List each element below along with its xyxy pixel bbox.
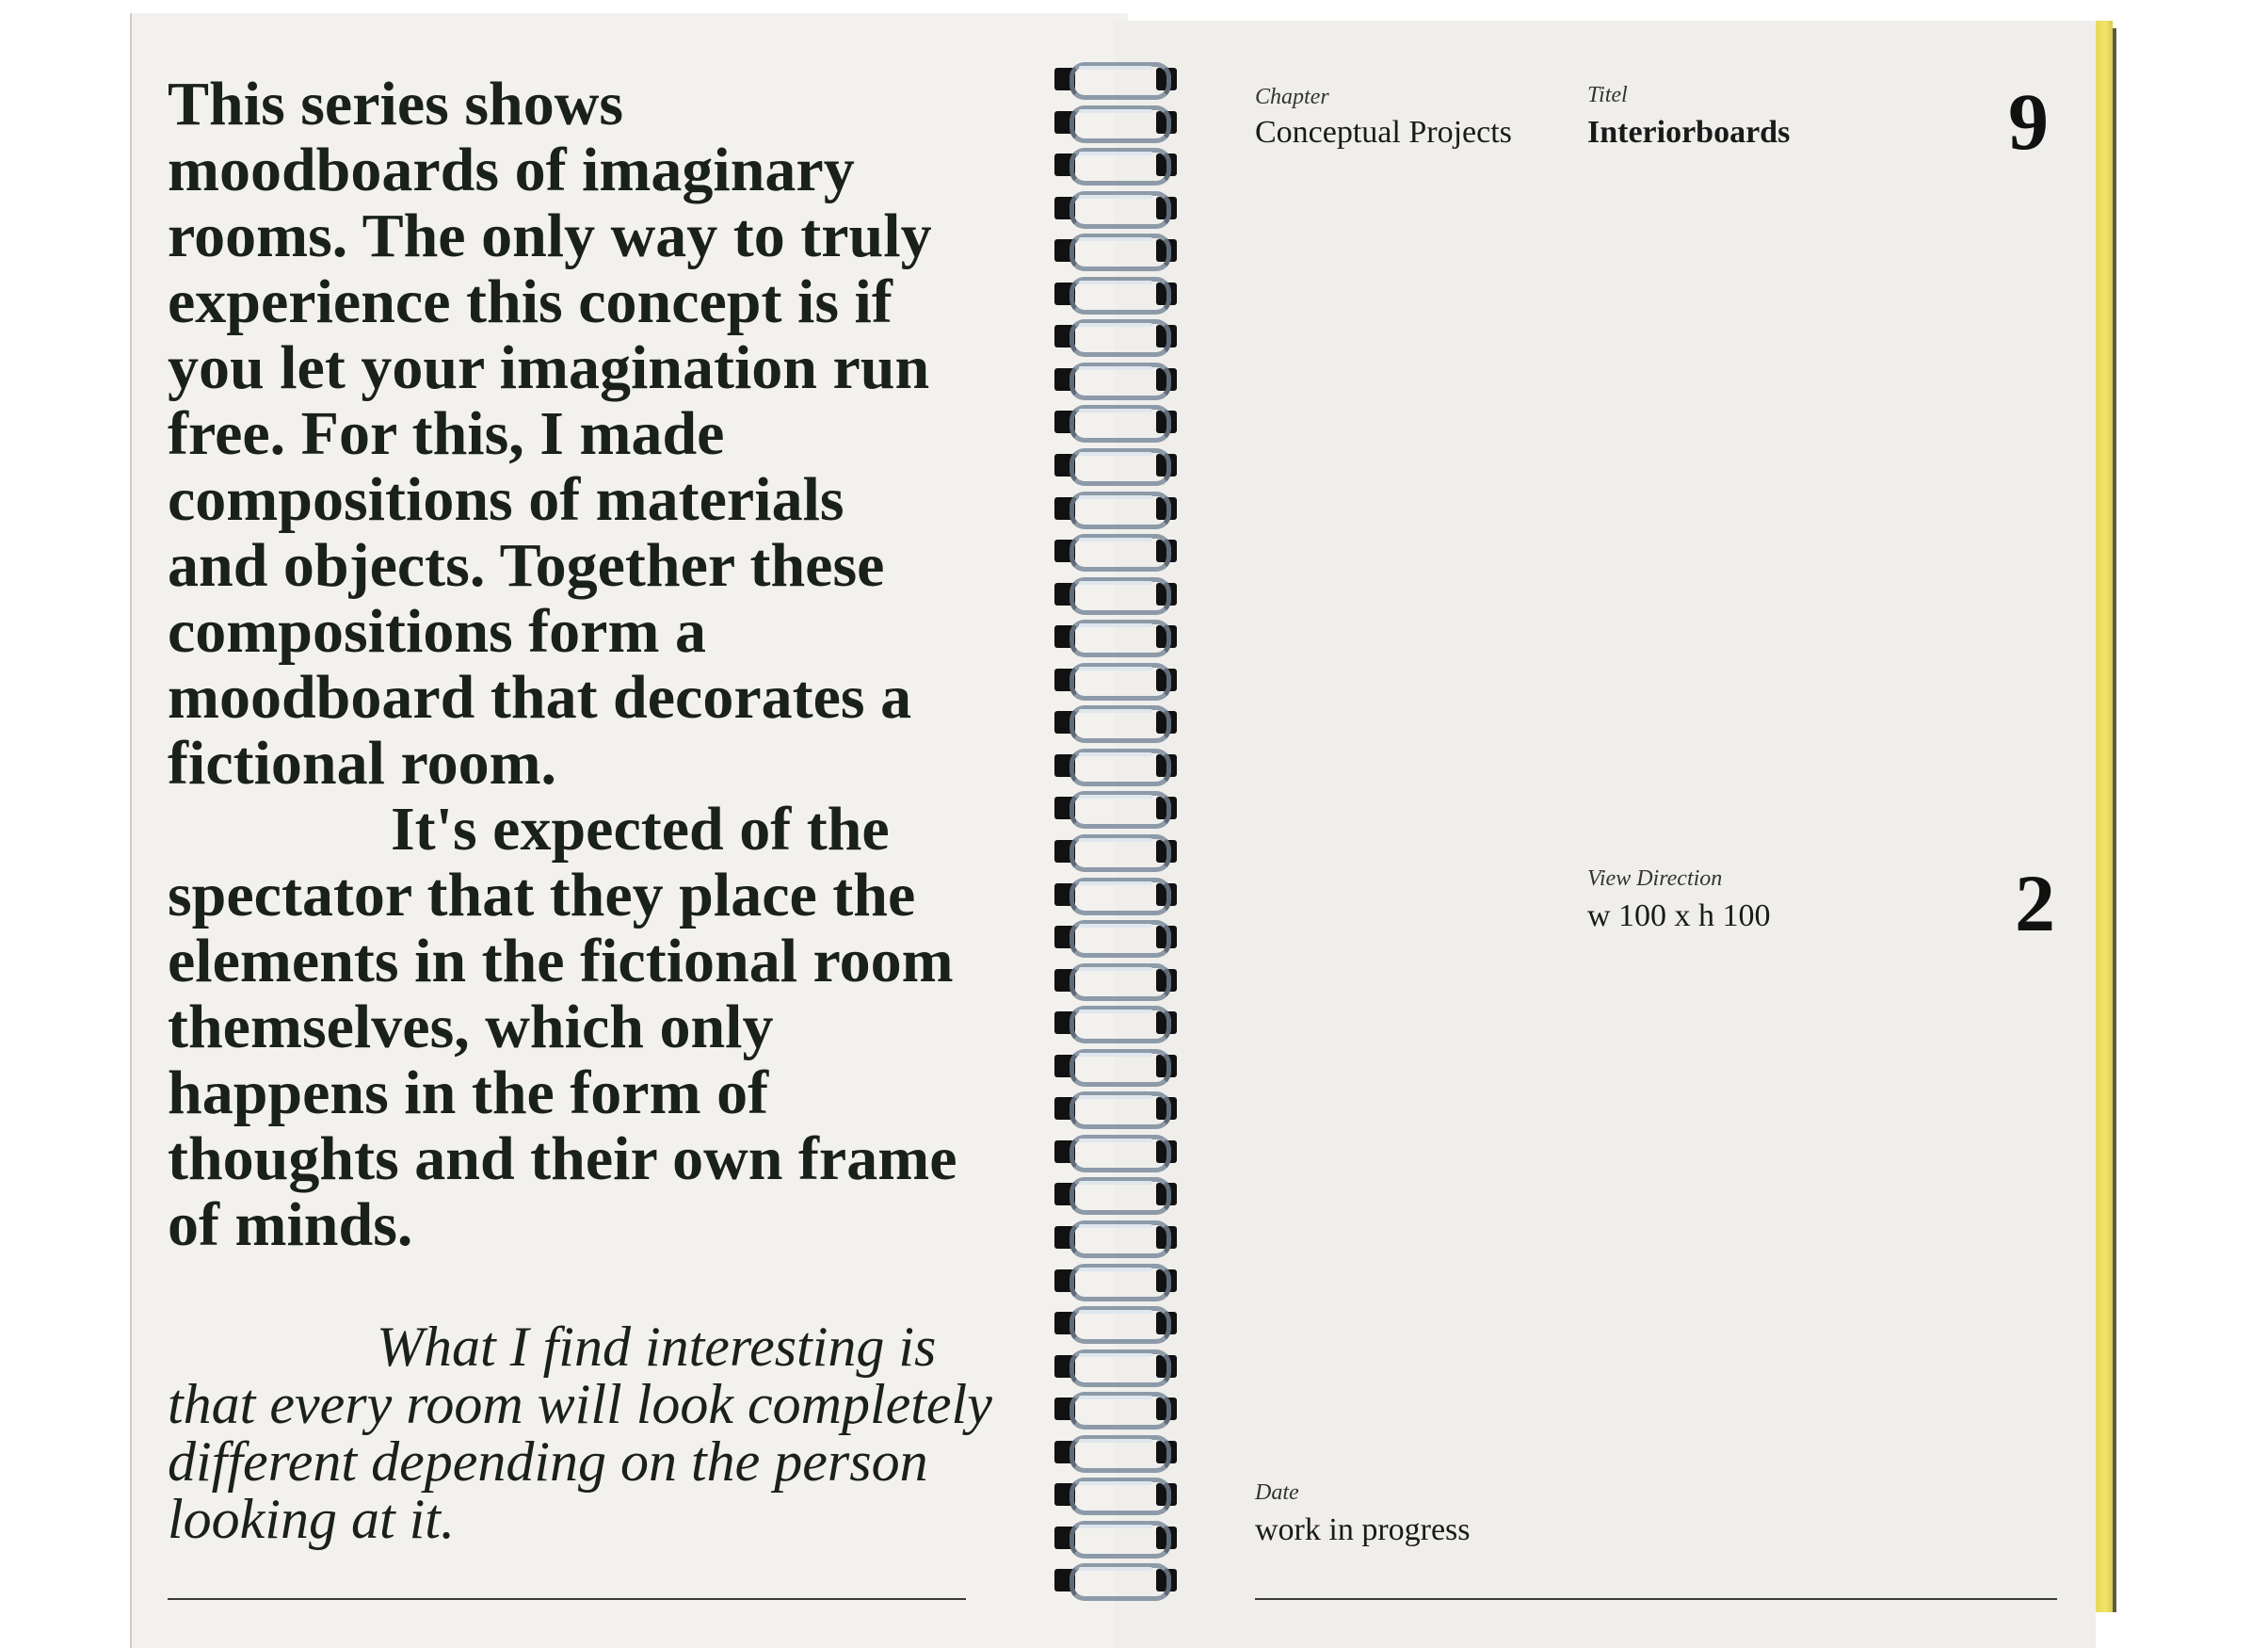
title-label: Titel — [1587, 83, 1628, 107]
chapter-label: Chapter — [1255, 85, 1329, 109]
spiral-loop — [1045, 1045, 1186, 1083]
spiral-loop — [1045, 874, 1186, 912]
spiral-loop — [1045, 1302, 1186, 1340]
spiral-loop — [1045, 1559, 1186, 1597]
wire-highlight — [1079, 109, 1152, 113]
wire-highlight — [1079, 1439, 1152, 1443]
paragraph-3 — [168, 1318, 996, 1548]
date-label: Date — [1255, 1480, 1299, 1505]
spiral-loop — [1045, 230, 1186, 267]
spiral-loop — [1045, 401, 1186, 439]
wire-highlight — [1079, 409, 1152, 412]
spiral-loop — [1045, 102, 1186, 139]
spiral-loop — [1045, 659, 1186, 697]
left-page-rule — [168, 1598, 966, 1600]
right-page-rule — [1255, 1598, 2057, 1600]
wire-highlight — [1079, 924, 1152, 928]
spiral-loop — [1045, 1474, 1186, 1511]
yellow-page-edge — [2096, 21, 2113, 1612]
spiral-loop — [1045, 1002, 1186, 1040]
wire-highlight — [1079, 1181, 1152, 1185]
chapter-value: Conceptual Projects — [1255, 115, 1512, 150]
wire-highlight — [1079, 1224, 1152, 1228]
wire-highlight — [1079, 1139, 1152, 1142]
wire-highlight — [1079, 66, 1152, 70]
wire-highlight — [1079, 752, 1152, 756]
view-direction-value: w 100 x h 100 — [1587, 898, 1771, 933]
wire-highlight — [1079, 495, 1152, 499]
spiral-loop — [1045, 144, 1186, 182]
date-value: work in progress — [1255, 1512, 1471, 1547]
spiral-loop — [1045, 1173, 1186, 1211]
wire-highlight — [1079, 1525, 1152, 1528]
wire-highlight — [1079, 281, 1152, 284]
wire-highlight — [1079, 581, 1152, 585]
wire-highlight — [1079, 1567, 1152, 1571]
wire-highlight — [1079, 323, 1152, 327]
spiral-loop — [1045, 1131, 1186, 1169]
spiral-loop — [1045, 1260, 1186, 1298]
wire-highlight — [1079, 1310, 1152, 1314]
spiral-loop — [1045, 1088, 1186, 1125]
spiral-loop — [1045, 488, 1186, 525]
wire-highlight — [1079, 1268, 1152, 1271]
spiral-loop — [1045, 745, 1186, 783]
wire-highlight — [1079, 152, 1152, 155]
wire-highlight — [1079, 195, 1152, 199]
wire-highlight — [1079, 452, 1152, 456]
page-number: 9 — [2008, 76, 2049, 167]
wire-highlight — [1079, 1353, 1152, 1357]
spiral-loop — [1045, 1431, 1186, 1469]
spiral-loop — [1045, 702, 1186, 739]
spiral-loop — [1045, 359, 1186, 396]
spiral-loop — [1045, 315, 1186, 353]
wire-highlight — [1079, 881, 1152, 885]
wire-highlight — [1079, 237, 1152, 241]
spiral-loop — [1045, 616, 1186, 654]
spiral-loop — [1045, 58, 1186, 96]
wire-highlight — [1079, 1095, 1152, 1099]
spiral-loop — [1045, 187, 1186, 225]
wire-highlight — [1079, 1396, 1152, 1399]
wire-highlight — [1079, 1053, 1152, 1057]
spiral-loop — [1045, 530, 1186, 568]
view-direction-label: View Direction — [1587, 866, 1723, 891]
spiral-binding — [1045, 58, 1186, 1603]
spiral-loop — [1045, 273, 1186, 311]
view-number: 2 — [2015, 858, 2055, 948]
spiral-loop — [1045, 831, 1186, 868]
spiral-loop — [1045, 1517, 1186, 1555]
paragraph-2: It's expected of the spectator that they place the elements in the fictional room themselves, which only happens in the form of thoughts and their own frame of minds. — [168, 795, 957, 1259]
spiral-loop — [1045, 574, 1186, 611]
wire-highlight — [1079, 709, 1152, 713]
wire-highlight — [1079, 1481, 1152, 1485]
wire-highlight — [1079, 967, 1152, 971]
wire-highlight — [1079, 1010, 1152, 1013]
spiral-loop — [1045, 444, 1186, 482]
spiral-loop — [1045, 787, 1186, 825]
spiral-loop — [1045, 960, 1186, 997]
left-page-body — [168, 72, 958, 1258]
title-value: Interiorboards — [1587, 115, 1791, 150]
wire-highlight — [1079, 838, 1152, 842]
wire-highlight — [1079, 623, 1152, 627]
wire-highlight — [1079, 667, 1152, 671]
spiral-loop — [1045, 916, 1186, 954]
spiral-loop — [1045, 1217, 1186, 1254]
paragraph-1: This series shows moodboards of imaginary rooms. The only way to truly experience this concept is if you let your imagination run free. For this, I made compositions of materials and objects. Together these compositions form a moodboard that decorates a fictional room. — [168, 70, 932, 798]
wire-highlight — [1079, 538, 1152, 541]
wire-highlight — [1079, 795, 1152, 799]
paragraph-3-text: What I find interesting is that every room will look completely different depending on the person looking at it. — [168, 1316, 992, 1550]
spiral-loop — [1045, 1388, 1186, 1426]
spiral-loop — [1045, 1346, 1186, 1383]
right-page — [1115, 21, 2096, 1648]
wire-highlight — [1079, 366, 1152, 370]
